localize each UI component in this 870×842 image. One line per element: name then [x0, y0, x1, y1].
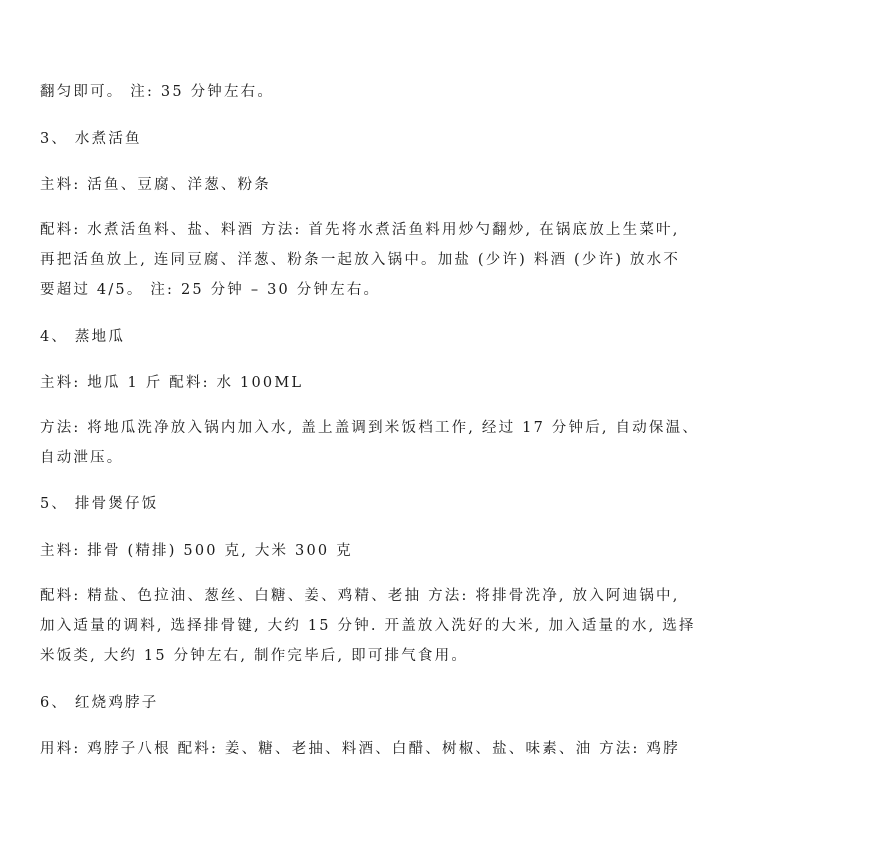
recipe-6-heading: 6、 红烧鸡脖子 — [40, 695, 159, 711]
recipe-5-method-line-2: 加入适量的调料, 选择排骨键, 大约 15 分钟. 开盖放入洗好的大米, 加入适量的水, 选择 — [40, 618, 696, 634]
recipe-3-heading: 3、 水煮活鱼 — [40, 131, 142, 147]
recipe-5-method-line-3: 米饭类, 大约 15 分钟左右, 制作完毕后, 即可排气食用。 — [40, 648, 469, 664]
recipe-5-main-ingredients: 主料: 排骨 (精排) 500 克, 大米 300 克 — [40, 543, 353, 559]
recipe-4-method-line-1: 方法: 将地瓜洗净放入锅内加入水, 盖上盖调到米饭档工作, 经过 17 分钟后, 自动保温、 — [40, 420, 700, 436]
recipe-3-method-line-1: 配料: 水煮活鱼料、盐、料酒 方法: 首先将水煮活鱼料用炒勺翻炒, 在锅底放上生菜叶, — [40, 222, 680, 238]
recipe-3-main-ingredients: 主料: 活鱼、豆腐、洋葱、粉条 — [40, 177, 271, 193]
recipe-6-ingredients-line-1: 用料: 鸡脖子八根 配料: 姜、糖、老抽、料酒、白醋、树椒、盐、味素、油 方法: 鸡脖 — [40, 741, 680, 757]
recipe-4-method-line-2: 自动泄压。 — [40, 450, 124, 466]
recipe-4-ingredients: 主料: 地瓜 1 斤 配料: 水 100ML — [40, 375, 304, 391]
recipe-4-heading: 4、 蒸地瓜 — [40, 329, 126, 345]
recipe-3-method-line-2: 再把活鱼放上, 连同豆腐、洋葱、粉条一起放入锅中。加盐 (少许) 料酒 (少许) 放水不 — [40, 252, 681, 268]
recipe-5-method-line-1: 配料: 精盐、色拉油、葱丝、白糖、姜、鸡精、老抽 方法: 将排骨洗净, 放入阿迪锅中, — [40, 588, 680, 604]
recipe-5-heading: 5、 排骨煲仔饭 — [40, 496, 159, 512]
text-line-continuation: 翻匀即可。 注: 35 分钟左右。 — [40, 84, 275, 100]
recipe-3-method-line-3: 要超过 4/5。 注: 25 分钟 – 30 分钟左右。 — [40, 282, 381, 298]
